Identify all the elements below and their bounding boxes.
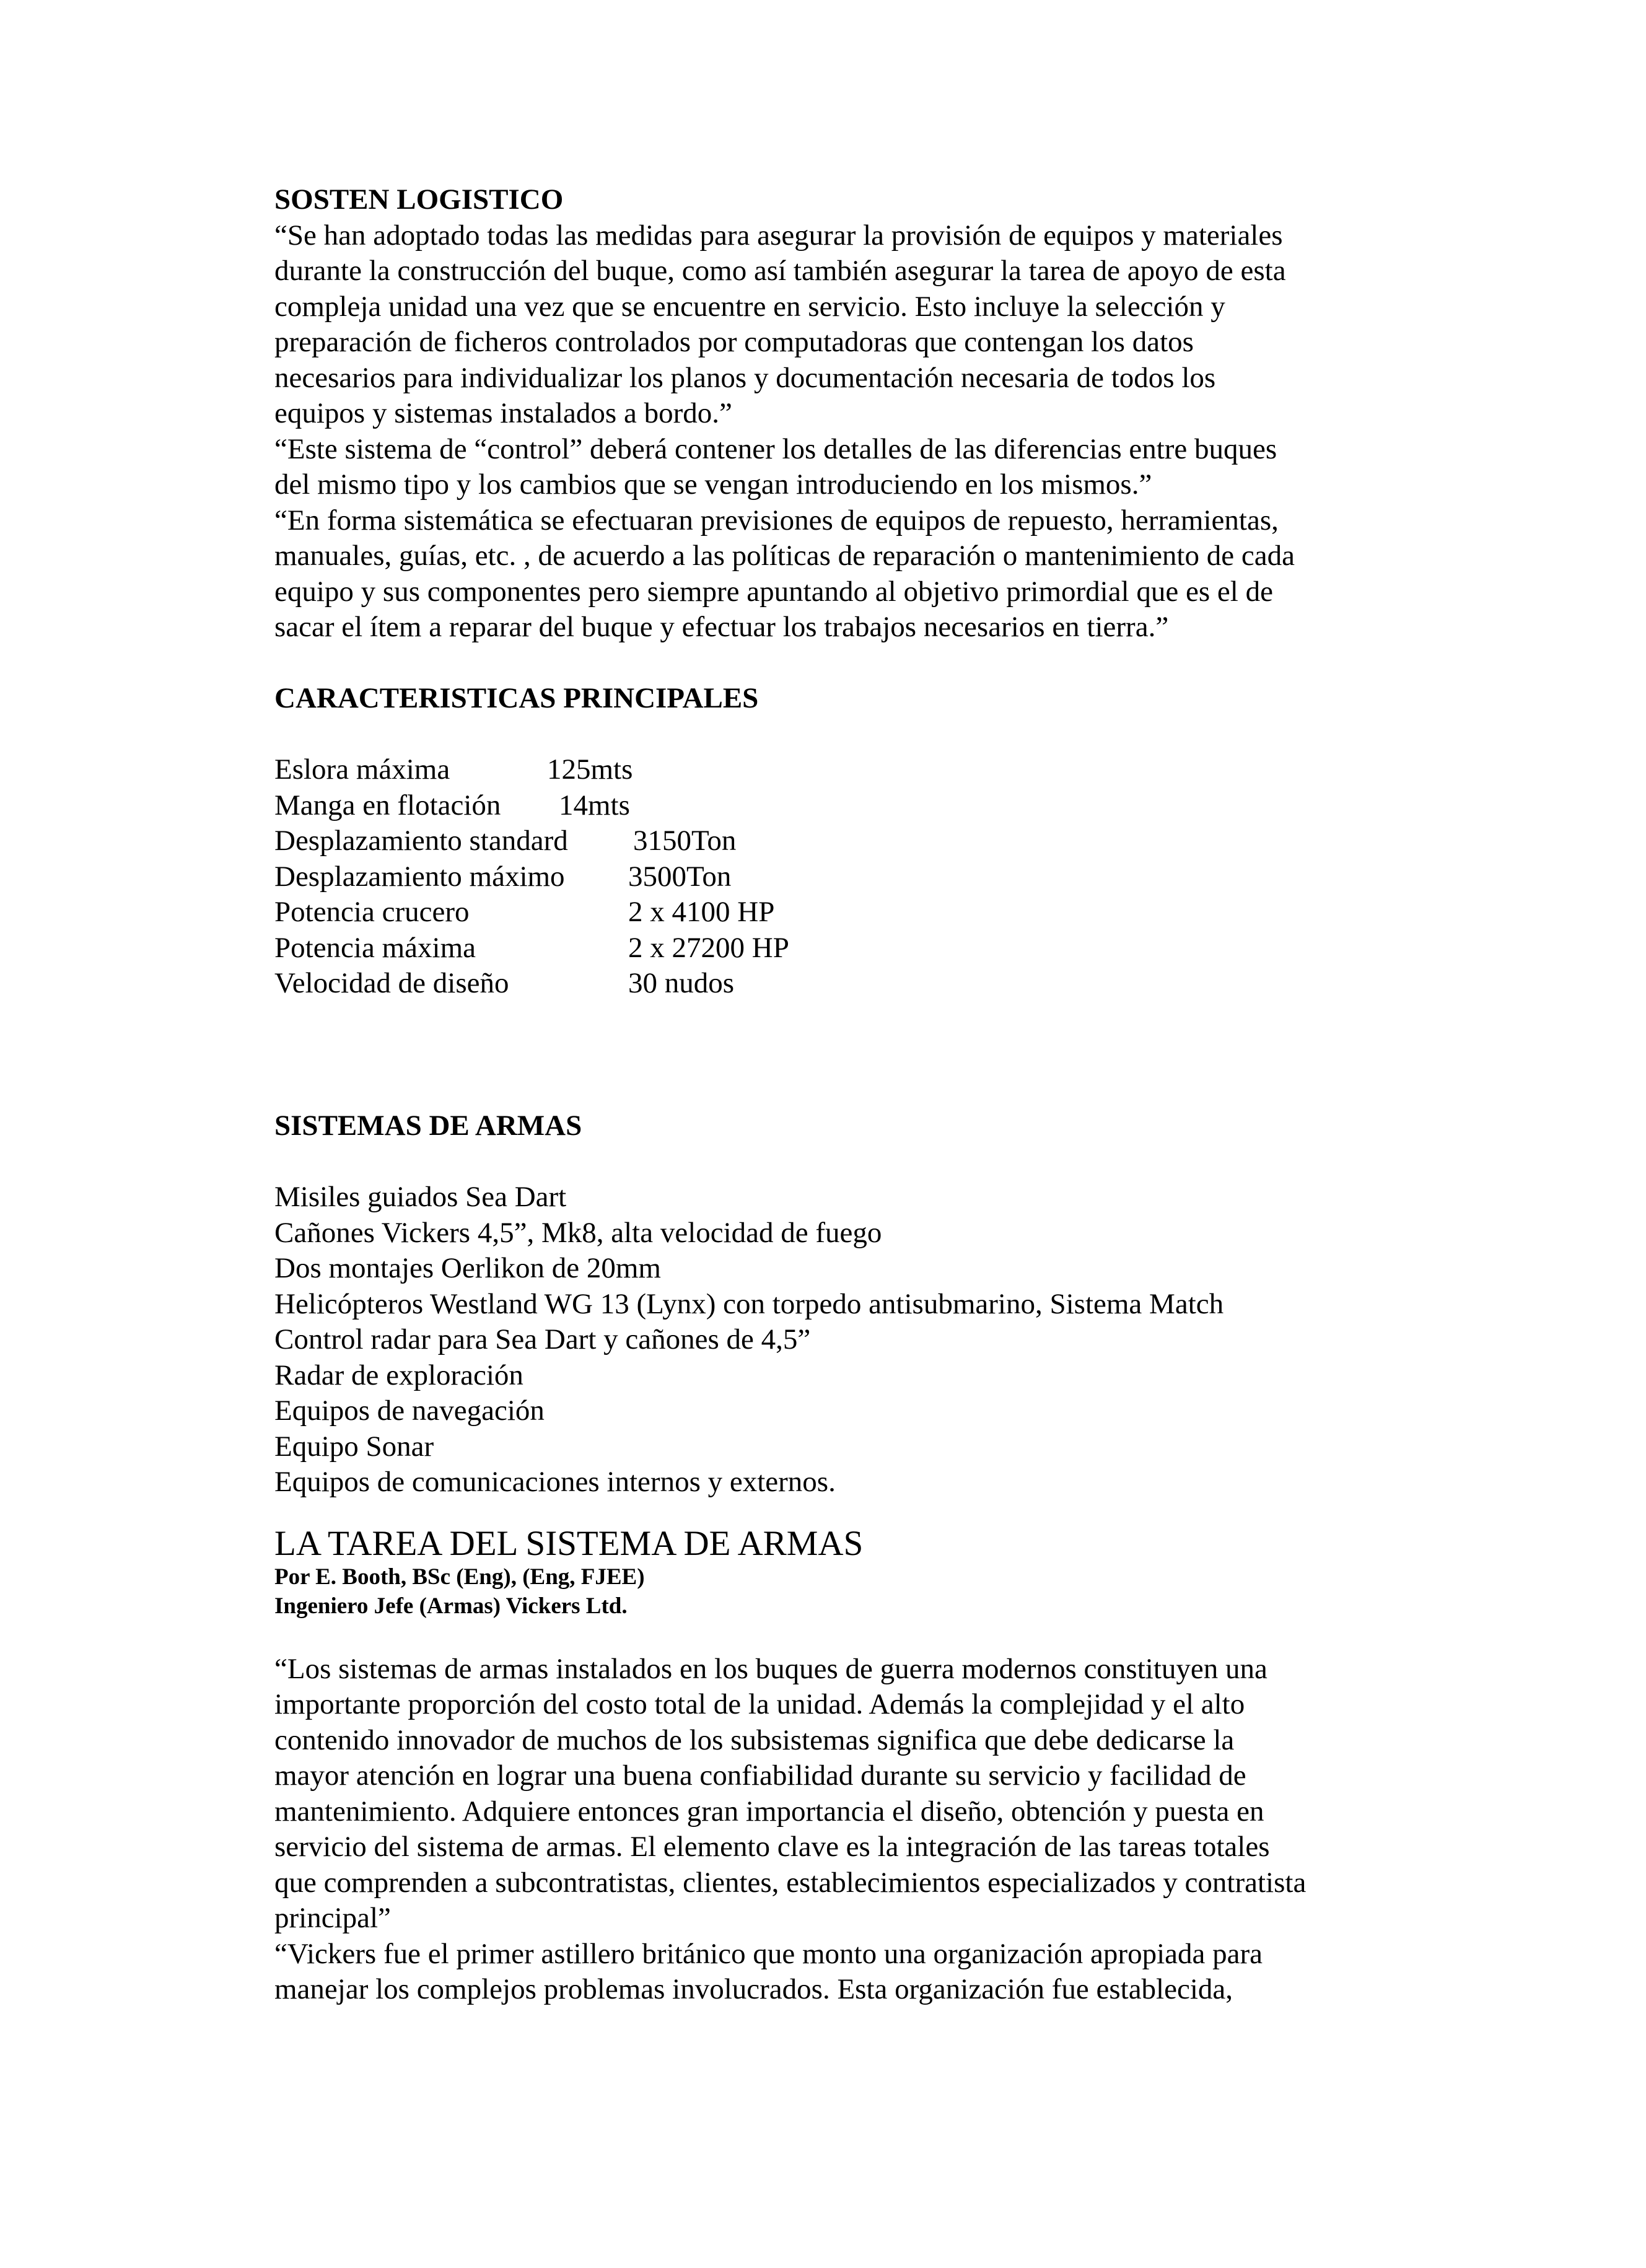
heading-caracteristicas-principales: CARACTERISTICAS PRINCIPALES xyxy=(274,682,759,714)
spec-label: Desplazamiento máximo xyxy=(274,860,565,893)
spec-label: Potencia máxima xyxy=(274,931,476,964)
spec-row xyxy=(274,895,1402,930)
text-line: “En forma sistemática se efectuaran previsiones de equipos de repuesto, herramientas, xyxy=(274,504,1279,536)
text-line: importante proporción del costo total de la unidad. Además la complejidad y el alto xyxy=(274,1688,1245,1720)
text-line: mayor atención en lograr una buena confiabilidad durante su servicio y facilidad de xyxy=(274,1759,1246,1792)
text-line: preparación de ficheros controlados por computadoras que contengan los datos xyxy=(274,326,1194,358)
text-line: “Se han adoptado todas las medidas para asegurar la provisión de equipos y materiales xyxy=(274,219,1283,252)
text-line: del mismo tipo y los cambios que se vengan introduciendo en los mismos.” xyxy=(274,468,1152,501)
list-item: Equipo Sonar xyxy=(274,1430,434,1463)
spec-label: Eslora máxima xyxy=(274,753,450,786)
heading-sosten-logistico: SOSTEN LOGISTICO xyxy=(274,183,564,216)
weapons-list xyxy=(274,1180,1402,1500)
spec-value: 3150Ton xyxy=(633,825,737,857)
text-line: principal” xyxy=(274,1902,391,1934)
text-line: que comprenden a subcontratistas, clientes, establecimientos especializados y contratista xyxy=(274,1866,1307,1899)
spec-value: 125mts xyxy=(547,753,633,786)
text-line: contenido innovador de muchos de los subsistemas significa que debe dedicarse la xyxy=(274,1723,1235,1756)
spec-row xyxy=(274,823,1402,859)
article-author-role: Ingeniero Jefe (Armas) Vickers Ltd. xyxy=(274,1593,628,1619)
list-item: Equipos de comunicaciones internos y externos. xyxy=(274,1466,836,1498)
document-page xyxy=(274,182,1402,2008)
spec-row xyxy=(274,966,1402,1002)
text-line: manuales, guías, etc. , de acuerdo a las políticas de reparación o mantenimiento de cada xyxy=(274,540,1295,572)
spec-row xyxy=(274,788,1402,824)
spec-value: 14mts xyxy=(559,789,630,821)
text-line: “Vickers fue el primer astillero británico que monto una organización apropiada para xyxy=(274,1937,1263,1970)
text-line: mantenimiento. Adquiere entonces gran importancia el diseño, obtención y puesta en xyxy=(274,1795,1264,1828)
spec-label: Potencia crucero xyxy=(274,896,470,928)
text-line: compleja unidad una vez que se encuentre en servicio. Esto incluye la selección y xyxy=(274,290,1225,323)
spec-value: 2 x 27200 HP xyxy=(628,931,789,964)
text-line: servicio del sistema de armas. El elemento clave es la integración de las tareas totales xyxy=(274,1831,1270,1863)
text-line: “Los sistemas de armas instalados en los buques de guerra modernos constituyen una xyxy=(274,1652,1267,1685)
specs-list xyxy=(274,752,1402,1002)
text-line: sacar el ítem a reparar del buque y efectuar los trabajos necesarios en tierra.” xyxy=(274,611,1169,643)
list-item: Control radar para Sea Dart y cañones de 4,5” xyxy=(274,1323,811,1355)
list-item: Cañones Vickers 4,5”, Mk8, alta velocidad de fuego xyxy=(274,1216,882,1249)
paragraph-tarea-sistema xyxy=(274,1652,1402,2008)
text-line: “Este sistema de “control” deberá contener los detalles de las diferencias entre buques xyxy=(274,432,1277,465)
list-item: Equipos de navegación xyxy=(274,1395,545,1427)
spec-label: Desplazamiento standard xyxy=(274,825,568,857)
text-line: equipos y sistemas instalados a bordo.” xyxy=(274,397,732,429)
text-line: necesarios para individualizar los planos y documentación necesaria de todos los xyxy=(274,361,1216,394)
spec-value: 2 x 4100 HP xyxy=(628,896,775,928)
list-item: Helicópteros Westland WG 13 (Lynx) con torpedo antisubmarino, Sistema Match xyxy=(274,1287,1224,1320)
spec-label: Manga en flotación xyxy=(274,789,501,821)
spec-value: 30 nudos xyxy=(628,967,735,999)
text-line: manejar los complejos problemas involucrados. Esta organización fue establecida, xyxy=(274,1973,1233,2005)
article-title: LA TAREA DEL SISTEMA DE ARMAS xyxy=(274,1523,864,1563)
text-line: equipo y sus componentes pero siempre apuntando al objetivo primordial que es el de xyxy=(274,575,1273,608)
article-author: Por E. Booth, BSc (Eng), (Eng, FJEE) xyxy=(274,1564,645,1590)
spec-row xyxy=(274,752,1402,788)
spec-label: Velocidad de diseño xyxy=(274,967,509,999)
paragraph-sosten-logistico xyxy=(274,218,1402,646)
list-item: Misiles guiados Sea Dart xyxy=(274,1181,567,1213)
heading-sistemas-de-armas: SISTEMAS DE ARMAS xyxy=(274,1110,582,1142)
list-item: Dos montajes Oerlikon de 20mm xyxy=(274,1252,661,1284)
spec-row xyxy=(274,859,1402,895)
spec-value: 3500Ton xyxy=(628,860,732,893)
text-line: durante la construcción del buque, como así también asegurar la tarea de apoyo de esta xyxy=(274,255,1286,287)
spec-row xyxy=(274,930,1402,966)
list-item: Radar de exploración xyxy=(274,1359,523,1391)
